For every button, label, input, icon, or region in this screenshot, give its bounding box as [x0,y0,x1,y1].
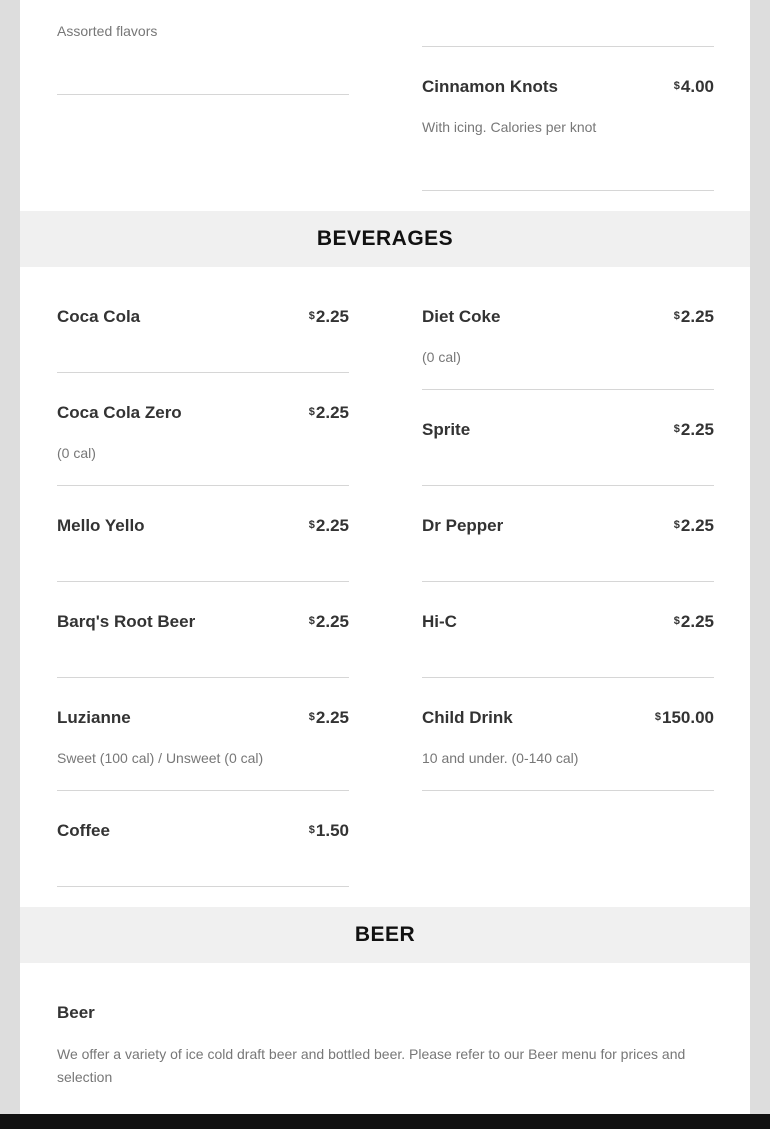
price-value: 2.25 [680,612,714,631]
menu-item-barqs-root-beer[interactable] [57,612,349,678]
price-value: 2.25 [315,708,349,727]
menu-item-hi-c[interactable] [422,612,714,678]
currency-symbol: $ [308,310,315,322]
price-value: 2.25 [680,307,714,326]
footer-bar [0,1114,770,1129]
item-description: With icing. Calories per knot [422,119,597,135]
currency-symbol: $ [673,615,680,627]
item-name: Diet Coke [422,307,501,326]
section-header-beverages: BEVERAGES [20,211,750,267]
item-name: Barq's Root Beer [57,612,196,631]
item-name: Hi-C [422,612,457,631]
item-description: Sweet (100 cal) / Unsweet (0 cal) [57,750,264,766]
item-name: Beer [57,1003,95,1022]
menu-item-diet-coke[interactable] [422,307,714,390]
item-description: (0 cal) [422,349,461,365]
menu-item-mello-yello[interactable] [57,516,349,582]
price-value: 2.25 [315,516,349,535]
item-price [674,77,714,97]
item-price [674,307,714,327]
currency-symbol: $ [308,406,315,418]
section-header-beer: BEER [20,907,750,963]
price-value: 2.25 [315,307,349,326]
item-price [309,612,349,632]
item-price [309,708,349,728]
currency-symbol: $ [308,519,315,531]
item-name: Mello Yello [57,516,145,535]
menu-item-sprite[interactable] [422,420,714,486]
price-value: 1.50 [315,821,349,840]
price-value: 4.00 [680,77,714,96]
menu-item-coffee[interactable] [57,821,349,887]
currency-symbol: $ [673,80,680,92]
price-value: 2.25 [680,420,714,439]
menu-item-coca-cola-zero[interactable] [57,403,349,486]
currency-symbol: $ [308,615,315,627]
item-price [309,516,349,536]
menu-item-coca-cola[interactable] [57,307,349,373]
price-value: 2.25 [680,516,714,535]
item-description: Assorted flavors [57,23,158,39]
menu-item-partial [422,0,714,47]
item-description: We offer a variety of ice cold draft beer and bottled beer. Please refer to our Beer menu for prices and selection [57,1046,686,1085]
item-price [674,420,714,440]
item-name: Luzianne [57,708,131,727]
currency-symbol: $ [654,711,661,723]
item-name: Coca Cola Zero [57,403,182,422]
menu-item-child-drink[interactable] [422,708,714,791]
item-description: (0 cal) [57,445,96,461]
currency-symbol: $ [673,423,680,435]
menu-item-cinnamon-knots[interactable] [422,77,714,191]
menu-item-beer[interactable] [57,1003,713,1103]
currency-symbol: $ [308,824,315,836]
currency-symbol: $ [308,711,315,723]
menu-item-luzianne[interactable] [57,708,349,791]
item-description: 10 and under. (0-140 cal) [422,750,579,766]
price-value: 2.25 [315,612,349,631]
item-name: Cinnamon Knots [422,77,558,96]
item-name: Sprite [422,420,471,439]
currency-symbol: $ [673,310,680,322]
item-price [309,403,349,423]
item-price [655,708,714,728]
menu-item-dr-pepper[interactable] [422,516,714,582]
item-name: Child Drink [422,708,513,727]
item-price [309,821,349,841]
item-price [674,516,714,536]
menu-card [20,0,750,1114]
price-value: 150.00 [662,708,714,727]
menu-item-partial [57,0,349,95]
item-name: Coffee [57,821,110,840]
item-price [674,612,714,632]
item-name: Coca Cola [57,307,141,326]
currency-symbol: $ [673,519,680,531]
item-price [309,307,349,327]
item-name: Dr Pepper [422,516,504,535]
price-value: 2.25 [315,403,349,422]
